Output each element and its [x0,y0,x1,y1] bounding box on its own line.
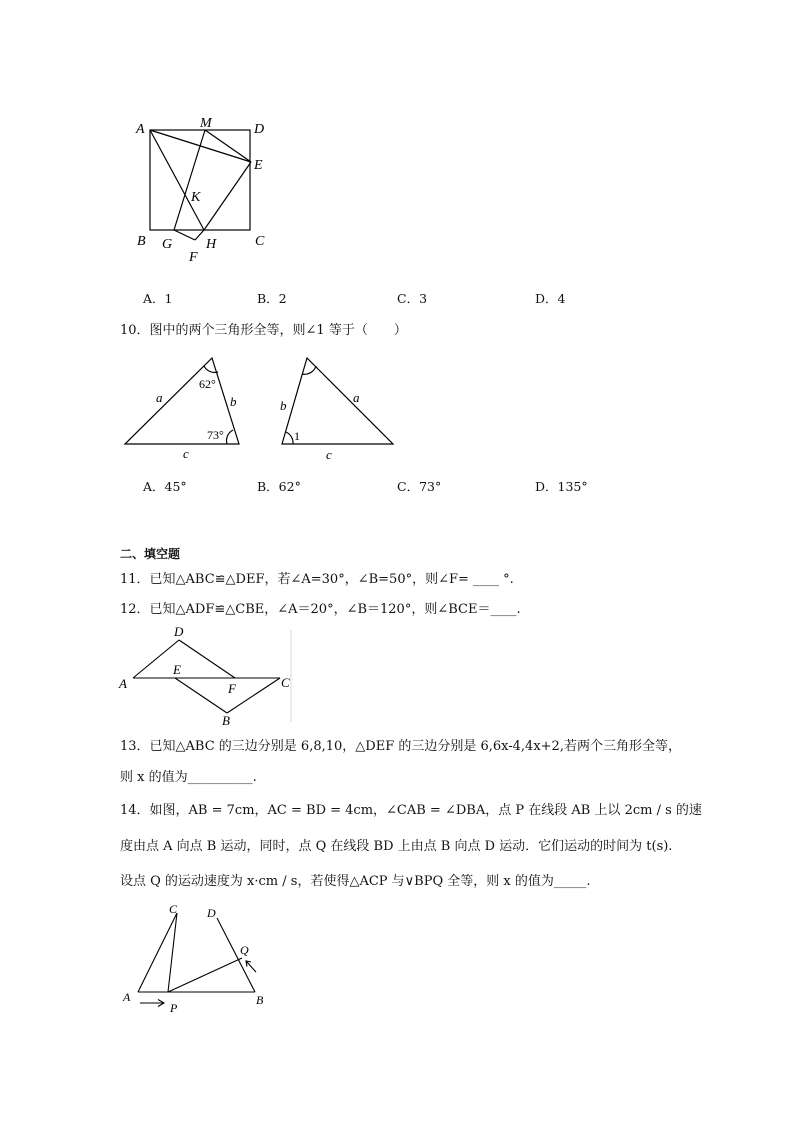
q9-option-d: D．4 [535,291,566,306]
q10-figure [115,350,405,465]
q10-option-d: D．135° [535,479,588,494]
q12-label-C: C [281,675,290,690]
q9-option-a: A．1 [143,291,173,306]
q10-angle-62: 62° [199,377,216,391]
q10-right-label-b: b [280,398,287,413]
q14-figure [118,900,278,1020]
q10-right-label-c: c [326,447,332,462]
q9-label-A: A [136,122,145,137]
q10-angle-1: 1 [294,429,300,443]
q14-label-A: A [123,990,131,1004]
q12-label-B: B [222,713,230,728]
q9-label-E: E [254,158,263,173]
q9-label-D: D [254,122,265,137]
q9-label-B: B [137,234,146,249]
q9-option-c: C．3 [397,291,428,306]
q14-label-C: C [169,902,178,916]
q9-label-F: F [189,250,198,265]
q10-right-label-a: a [353,390,360,405]
q9-option-b: B．2 [257,291,287,306]
q14-label-Q: Q [240,943,249,957]
q14-line2: 度由点 A 向点 B 运动，同时，点 Q 在线段 BD 上由点 B 向点 D 运动．它们运动的时间为 t(s). [120,839,673,854]
q10-stem: 10．图中的两个三角形全等，则∠1 等于（ ） [120,323,407,338]
q12-label-F: F [228,681,236,696]
q9-label-C: C [255,234,265,249]
q10-left-label-a: a [156,390,163,405]
q12-label-A: A [119,676,127,691]
q10-left-label-b: b [230,394,237,409]
q10-option-b: B．62° [257,479,301,494]
q11-text: 11．已知△ABC≌△DEF，若∠A=30°，∠B=50°，则∠F= ____ °. [120,572,514,587]
q14-line1: 14．如图，AB = 7cm，AC = BD = 4cm，∠CAB = ∠DBA，点 P 在线段 AB 上以 2cm / s 的速 [120,803,702,818]
q12-text: 12．已知△ADF≌△CBE，∠A＝20°，∠B＝120°，则∠BCE＝____. [120,602,521,617]
section-title: 二、填空题 [120,547,181,561]
q14-label-P: P [170,1001,178,1015]
q10-option-c: C．73° [397,479,442,494]
q9-figure [130,115,280,265]
q12-label-E: E [173,662,181,677]
q14-label-B: B [256,993,264,1007]
q13-line2: 则 x 的值为__________. [120,770,257,785]
q9-label-G: G [162,237,173,252]
q13-line1: 13．已知△ABC 的三边分别是 6,8,10，△DEF 的三边分别是 6,6x-4,4x+2,若两个三角形全等， [120,739,681,754]
q9-label-M: M [200,116,212,131]
q10-left-label-c: c [183,446,189,461]
q12-label-D: D [174,624,184,639]
q14-label-D: D [207,906,216,920]
q12-figure [115,622,295,727]
q10-angle-73: 73° [207,428,224,442]
q14-line3: 设点 Q 的运动速度为 x·cm / s，若使得△ACP 与∨BPQ 全等，则 x 的值为_____. [120,874,591,889]
q9-label-H: H [206,237,217,252]
q9-label-K: K [191,190,201,205]
q10-option-a: A．45° [143,479,187,494]
